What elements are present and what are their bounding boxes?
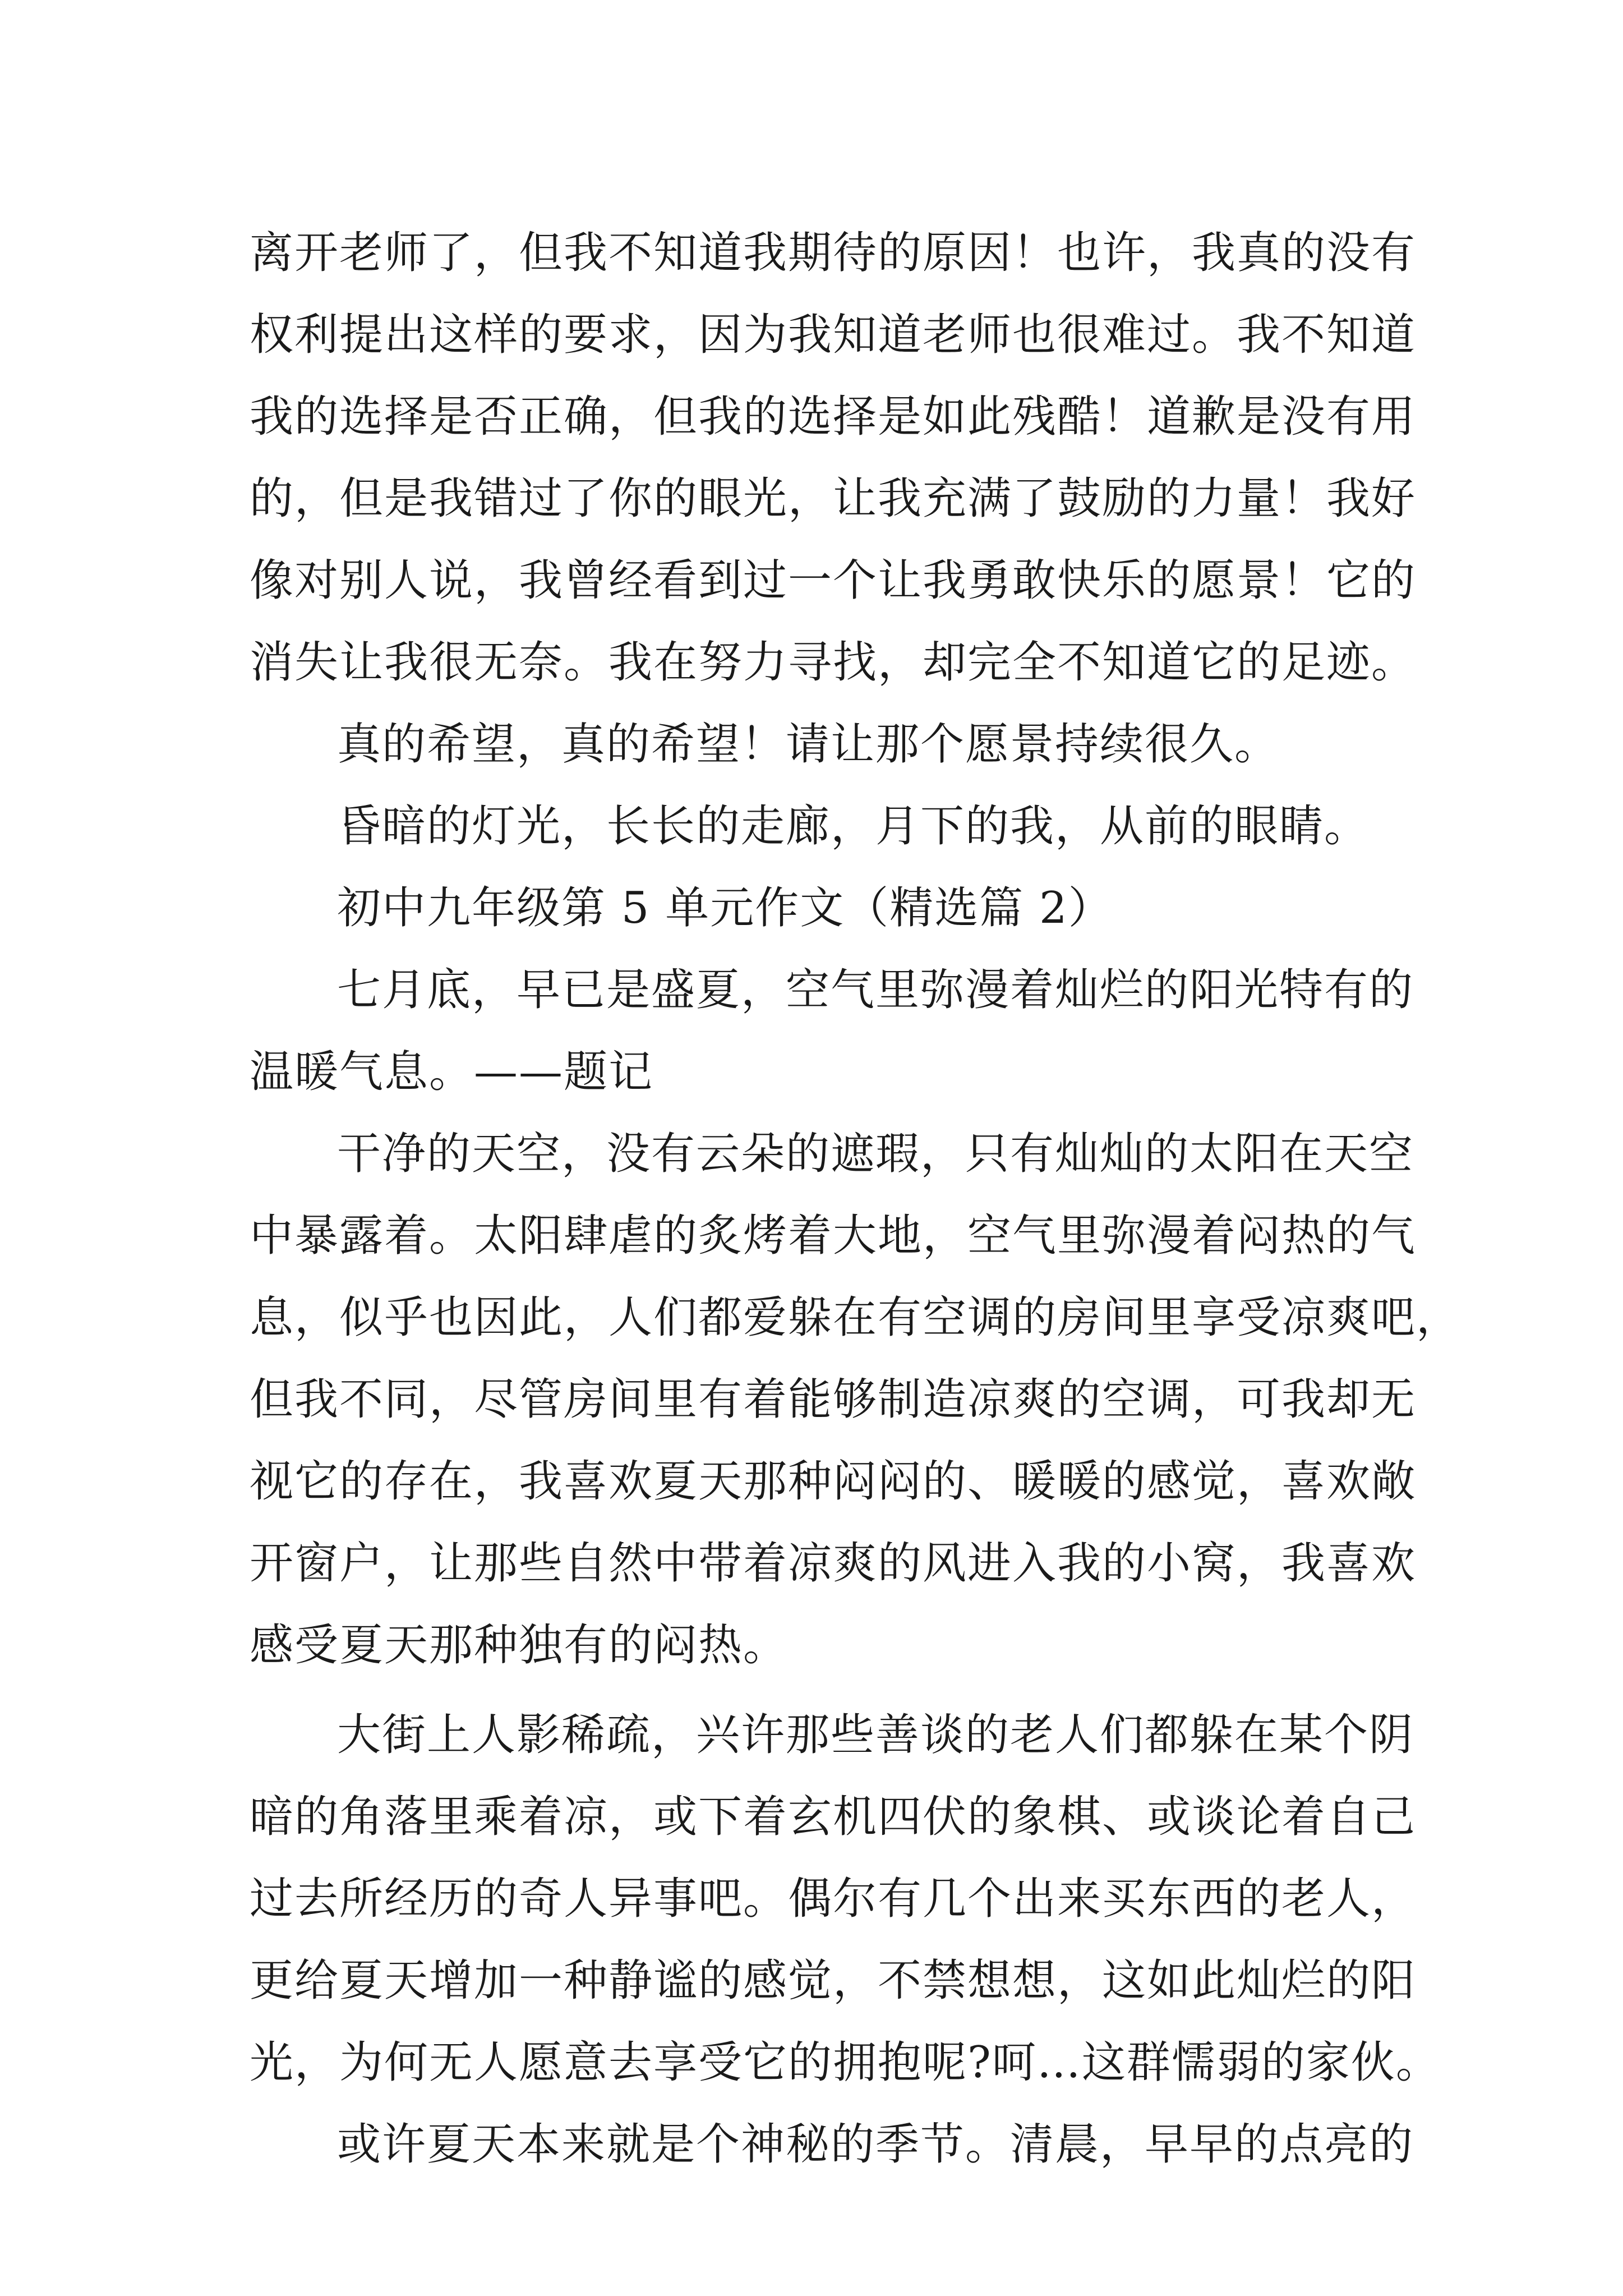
section-heading: 初中九年级第 5 单元作文（精选篇 2） [337,883,1113,933]
text-line: 干净的天空，没有云朵的遮瑕，只有灿灿的太阳在天空 [337,1129,1414,1179]
text-line: 真的希望，真的希望！请让那个愿景持续很久。 [337,719,1280,770]
text-line: 权利提出这样的要求，因为我知道老师也很难过。我不知道 [250,310,1417,360]
text-line: 更给夏天增加一种静谧的感觉，不禁想想，这如此灿烂的阳 [250,1955,1417,2006]
text-line: 息，似乎也因此，人们都爱躲在有空调的房间里享受凉爽吧， [250,1292,1461,1343]
text-line: 我的选择是否正确，但我的选择是如此残酷！道歉是没有用 [250,392,1417,442]
document-body [250,212,1461,2185]
text-line: 七月底，早已是盛夏，空气里弥漫着灿烂的阳光特有的 [337,965,1414,1015]
text-line: 消失让我很无奈。我在努力寻找，却完全不知道它的足迹。 [250,637,1417,688]
text-line: 或许夏天本来就是个神秘的季节。清晨，早早的点亮的 [337,2119,1414,2170]
text-line: 中暴露着。太阳肆虐的炙烤着大地，空气里弥漫着闷热的气 [250,1211,1417,1261]
text-line: 暗的角落里乘着凉，或下着玄机四伏的象棋、或谈论着自己 [250,1792,1417,1842]
text-line: 的，但是我错过了你的眼光，让我充满了鼓励的力量！我好 [250,473,1417,524]
text-line: 像对别人说，我曾经看到过一个让我勇敢快乐的愿景！它的 [250,555,1417,606]
text-line: 但我不同，尽管房间里有着能够制造凉爽的空调，可我却无 [250,1374,1417,1425]
text-line: 大街上人影稀疏，兴许那些善谈的老人们都躲在某个阴 [337,1710,1414,1760]
text-line: 感受夏天那种独有的闷热。 [250,1620,789,1671]
text-line: 温暖气息。——题记 [250,1047,654,1097]
text-line: 离开老师了，但我不知道我期待的原因！也许，我真的没有 [250,228,1417,278]
text-line: 过去所经历的奇人异事吧。偶尔有几个出来买东西的老人， [250,1874,1417,1924]
text-line: 开窗户，让那些自然中带着凉爽的风进入我的小窝，我喜欢 [250,1538,1417,1589]
text-line: 昏暗的灯光，长长的走廊，月下的我，从前的眼睛。 [337,801,1370,852]
text-line: 光，为何无人愿意去享受它的拥抱呢?呵…这群懦弱的家伙。 [250,2037,1441,2088]
text-line: 视它的存在，我喜欢夏天那种闷闷的、暖暖的感觉，喜欢敞 [250,1456,1417,1507]
